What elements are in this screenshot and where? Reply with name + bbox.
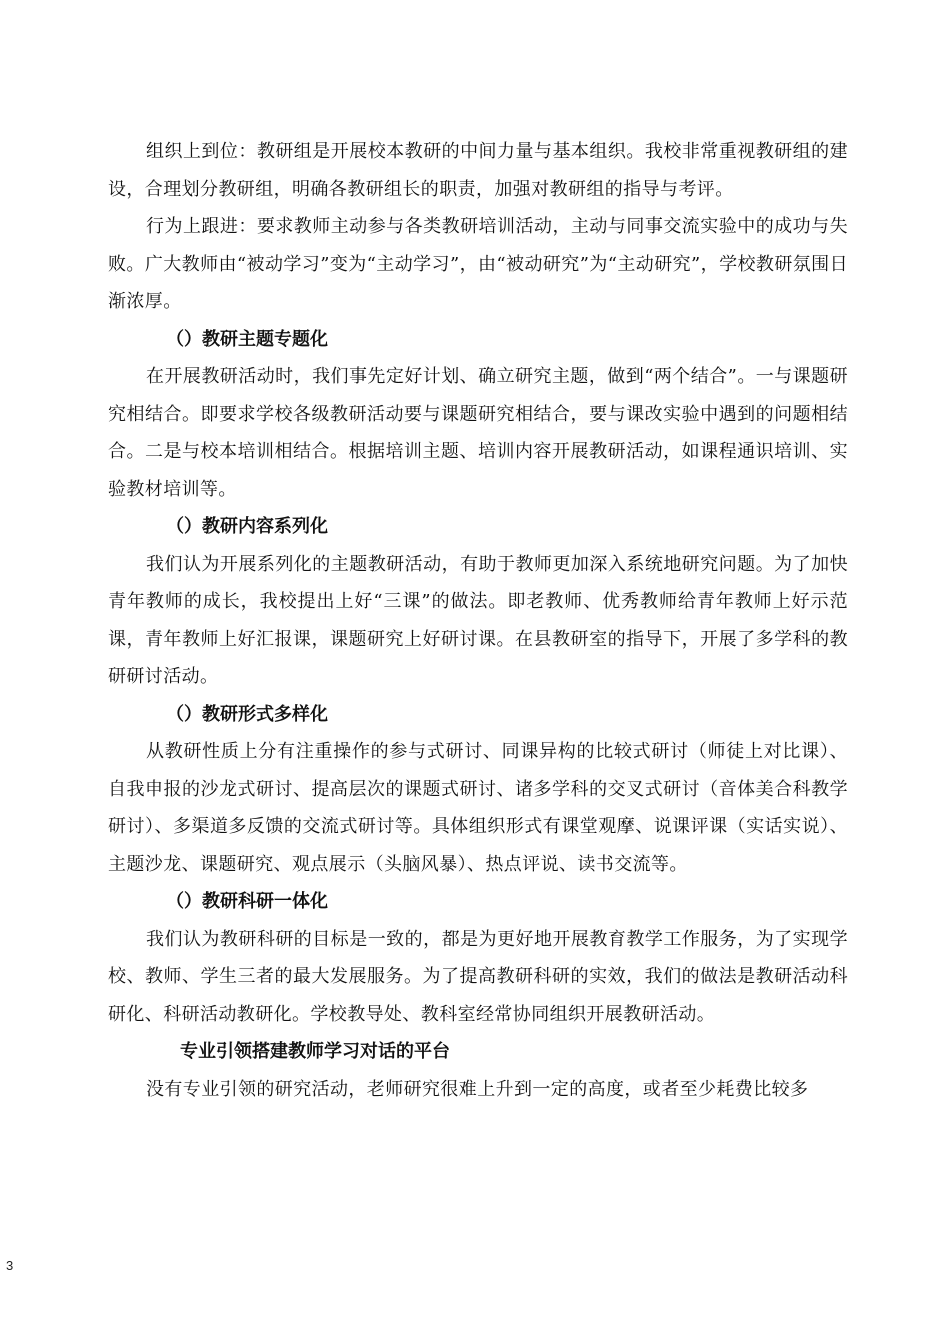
heading-content-series: （）教研内容系列化 [166,516,328,537]
paragraph-organization: 组织上到位：教研组是开展校本教研的中间力量与基本组织。我校非常重视教研组的建设，合理划分教研组，明确各教研组长的职责，加强对教研组的指导与考评。 [108,141,848,200]
heading-topic-specialization: （）教研主题专题化 [166,328,328,350]
paragraph-professional-guidance: 没有专业引领的研究活动，老师研究很难上升到一定的高度，或者至少耗费比较多 [146,1078,809,1100]
paragraph-behavior: 行为上跟进：要求教师主动参与各类教研培训活动，主动与同事交流实验中的成功与失败。广大教师由“被动学习”变为“主动学习”，由“被动研究”为“主动研究”，学校教研氛围日渐浓厚。 [108,216,848,312]
paragraph-form-diversity: 从教研性质上分有注重操作的参与式研讨、同课异构的比较式研讨（师徒上对比课）、自我申报的沙龙式研讨、提高层次的课题式研讨、诸多学科的交叉式研讨（音体美合科教学研讨）、多渠道多反馈的交流式研讨等。具体组织形式有课堂观摩、说课评课（实话实说）、主题沙龙、课题研究、观点展示（头脑风暴）、热点评说、读书交流等。 [108,741,848,875]
document-body [108,133,848,1108]
heading-research-integration: （）教研科研一体化 [166,891,328,912]
paragraph-content-series: 我们认为开展系列化的主题教研活动，有助于教师更加深入系统地研究问题。为了加快青年教师的成长，我校提出上好“三课”的做法。即老教师、优秀教师给青年教师上好示范课，青年教师上好汇报课，课题研究上好研讨课。在县教研室的指导下，开展了多学科的教研研讨活动。 [108,553,848,687]
heading-professional-guidance: 专业引领搭建教师学习对话的平台 [180,1041,450,1062]
heading-form-diversity: （）教研形式多样化 [166,703,328,725]
paragraph-topic-specialization: 在开展教研活动时，我们事先定好计划、确立研究主题，做到“两个结合”。一与课题研究相结合。即要求学校各级教研活动要与课题研究相结合，要与课改实验中遇到的问题相结合。二是与校本培训相结合。根据培训主题、培训内容开展教研活动，如课程通识培训、实验教材培训等。 [108,366,848,500]
page-number: 3 [6,1258,14,1273]
paragraph-research-integration: 我们认为教研科研的目标是一致的，都是为更好地开展教育教学工作服务，为了实现学校、教师、学生三者的最大发展服务。为了提高教研科研的实效，我们的做法是教研活动科研化、科研活动教研化。学校教导处、教科室经常协同组织开展教研活动。 [108,928,848,1025]
